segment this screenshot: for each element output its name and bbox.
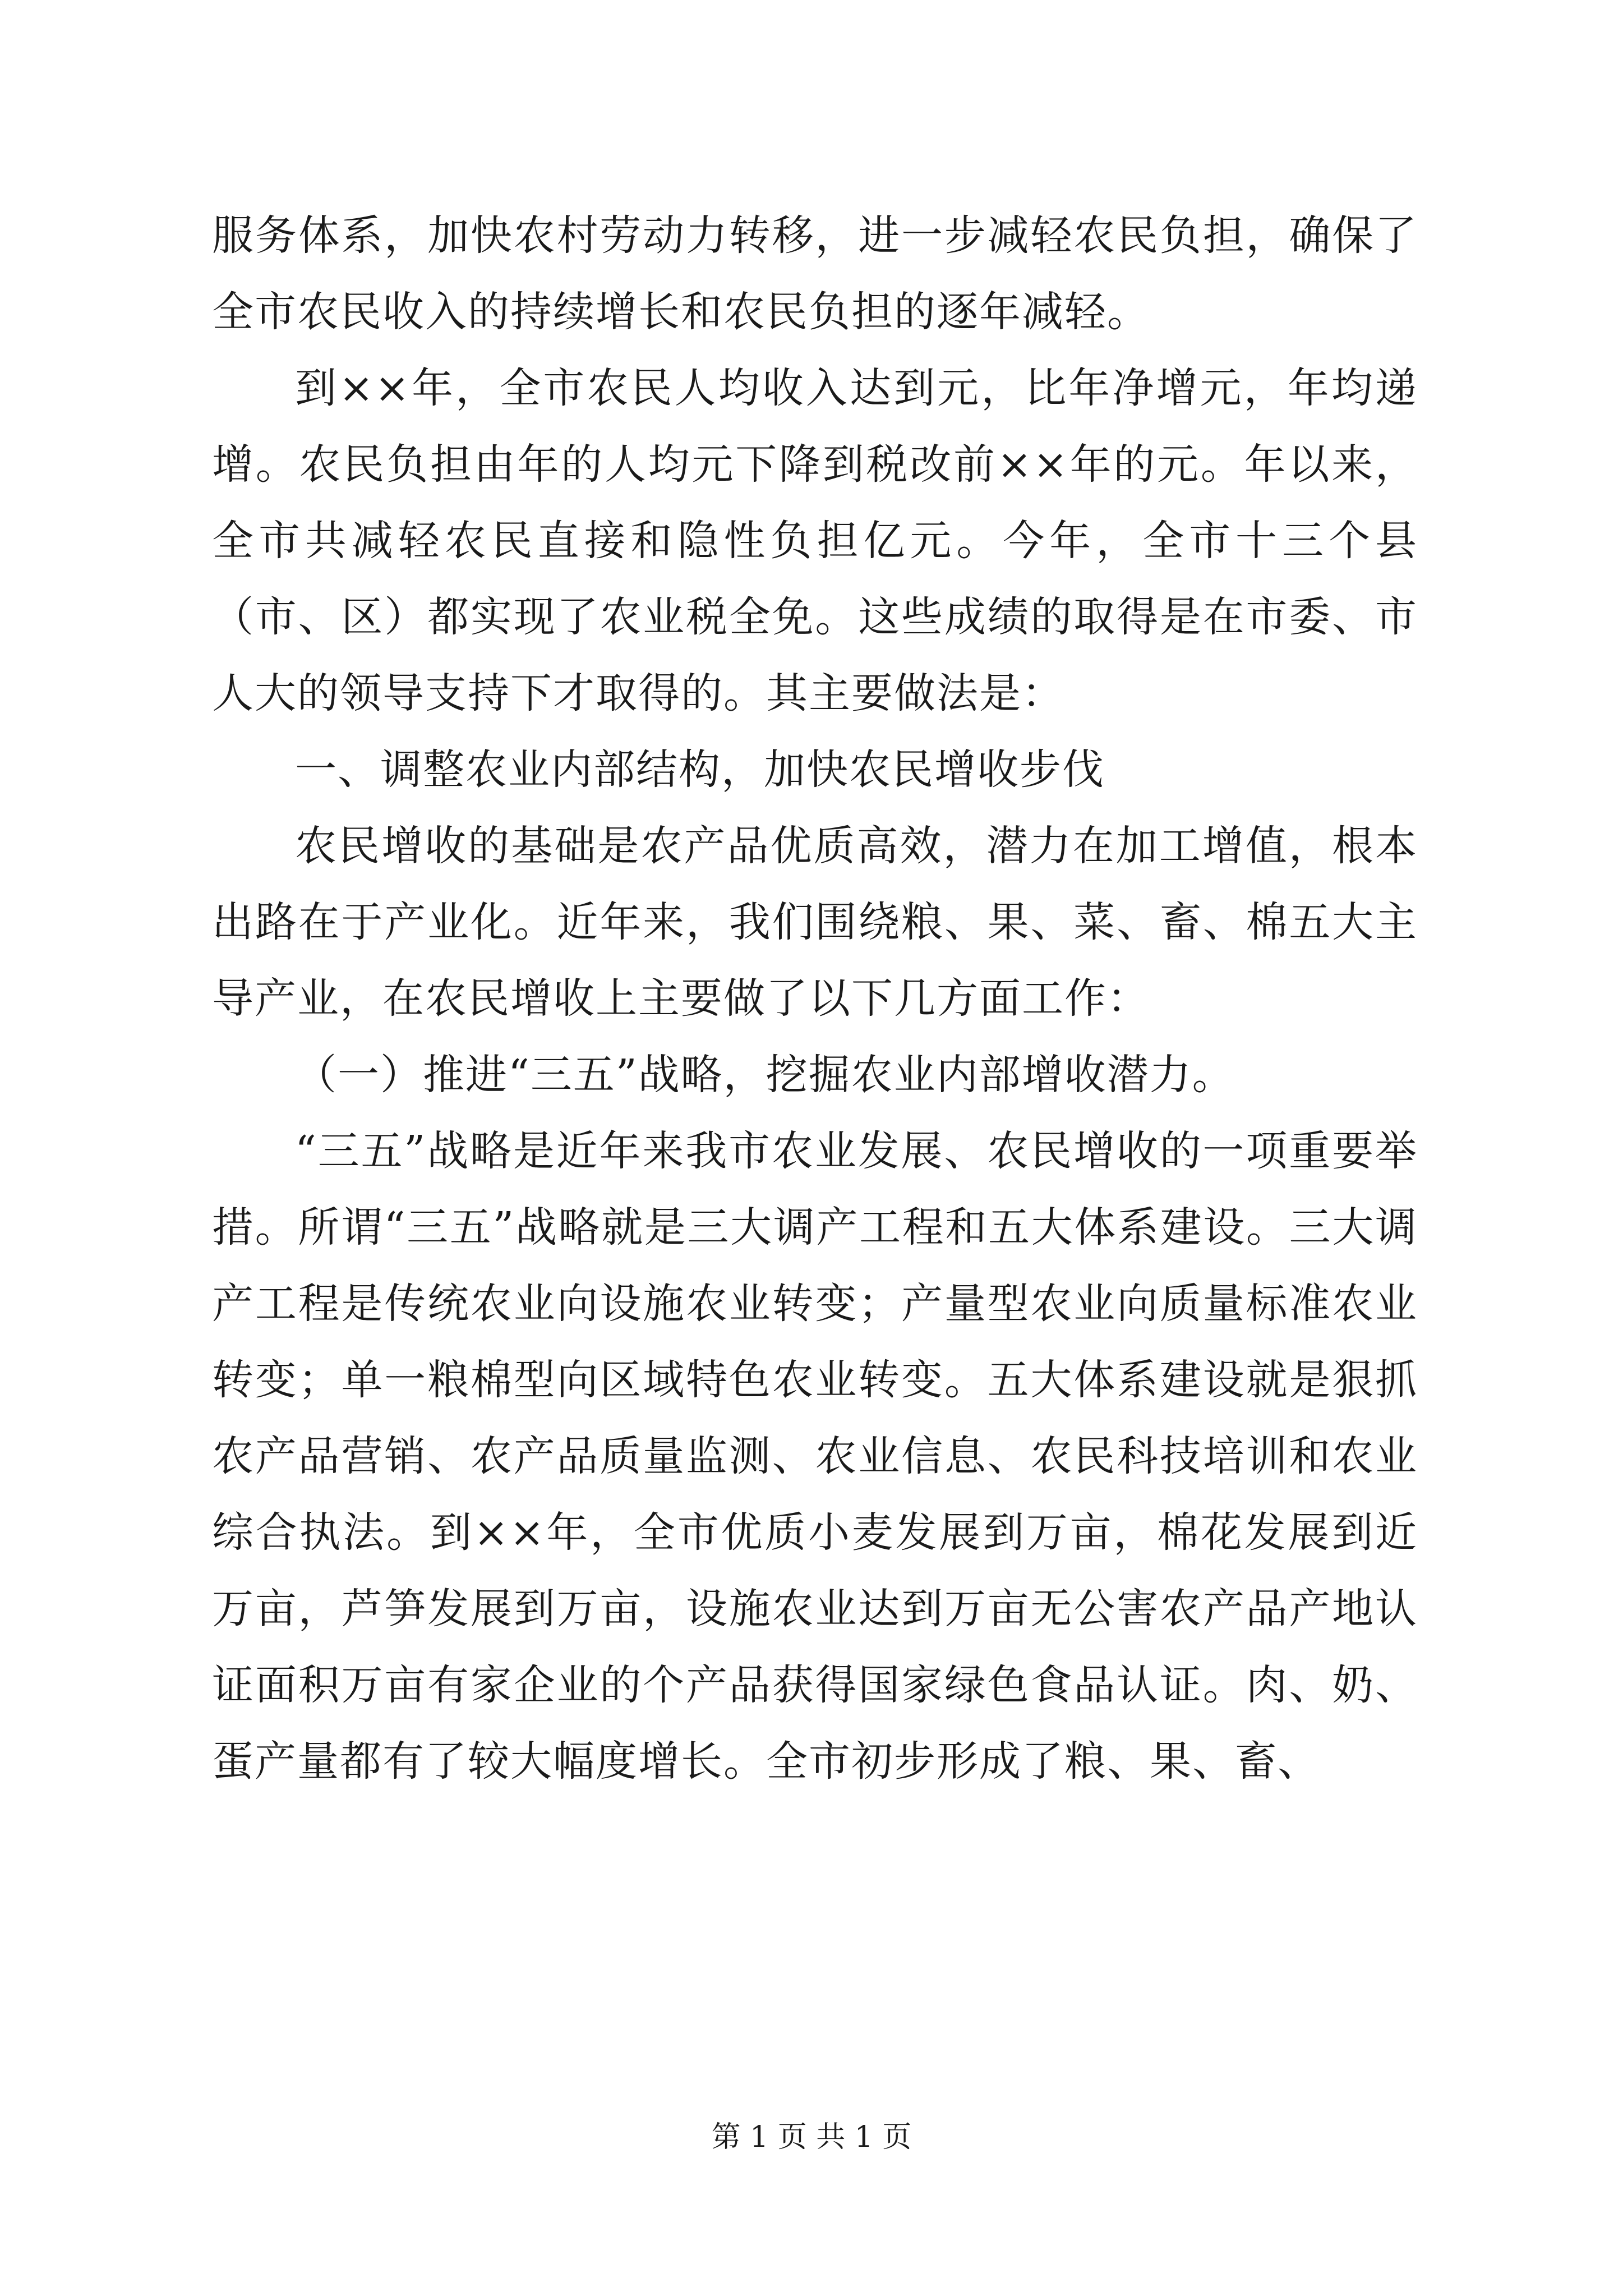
paragraph-4: “三五”战略是近年来我市农业发展、农民增收的一项重要举措。所谓“三五”战略就是三大调产工程和五大体系建设。三大调产工程是传统农业向设施农业转变；产量型农业向质量标准农业转变；单一粮棉型向区域特色农业转变。五大体系建设就是狠抓农产品营销、农产品质量监测、农业信息、农民科技培训和农业综合执法。到××年，全市优质小麦发展到万亩，棉花发展到近万亩，芦笋发展到万亩，设施农业达到万亩无公害农产品产地认证面积万亩有家企业的个产品获得国家绿色食品认证。肉、奶、蛋产量都有了较大幅度增长。全市初步形成了粮、果、畜、 xyxy=(212,1127,1418,1786)
page-footer: 第 1 页 共 1 页 xyxy=(711,2120,912,2154)
document-body xyxy=(212,197,1418,1800)
paragraph-1: 服务体系，加快农村劳动力转移，进一步减轻农民负担，确保了全市农民收入的持续增长和农民负担的逐年减轻。 xyxy=(212,211,1418,336)
paragraph-2: 到××年，全市农民人均收入达到元，比年净增元，年均递增。农民负担由年的人均元下降到税改前××年的元。年以来，全市共减轻农民直接和隐性负担亿元。今年，全市十三个县（市、区）都实现了农业税全免。这些成绩的取得是在市委、市人大的领导支持下才取得的。其主要做法是： xyxy=(212,364,1418,717)
subsection-heading: （一）推进“三五”战略，挖掘农业内部增收潜力。 xyxy=(295,1051,1235,1099)
paragraph-3: 农民增收的基础是农产品优质高效，潜力在加工增值，根本出路在于产业化。近年来，我们围绕粮、果、菜、畜、棉五大主导产业，在农民增收上主要做了以下几方面工作： xyxy=(212,822,1418,1023)
section-heading: 一、调整农业内部结构，加快农民增收步伐 xyxy=(295,746,1105,794)
